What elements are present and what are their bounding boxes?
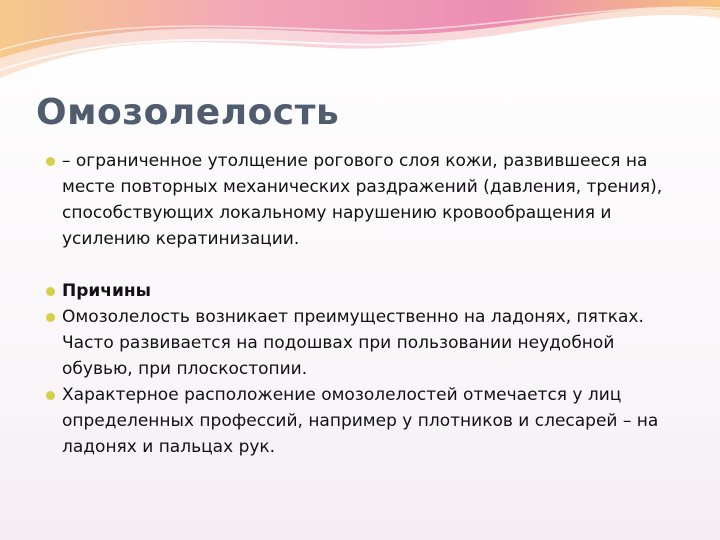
bullet-icon: [46, 313, 55, 322]
list-item: [46, 304, 686, 382]
spacer: [46, 252, 686, 278]
causes-heading: Причины: [62, 281, 152, 301]
list-item-text: Омозолелость возникает преимущественно на ладонях, пятках. Часто развивается на подошвах при пользовании неудобной обувью, при плоскостопии.: [62, 307, 644, 379]
list-item: [46, 148, 686, 252]
decorative-wave-header: [0, 0, 720, 90]
bullet-list: [46, 148, 686, 460]
bullet-icon: [46, 157, 55, 166]
bullet-icon: [46, 287, 55, 296]
list-item: [46, 382, 686, 460]
slide-title: Омозолелость: [36, 92, 340, 133]
list-item-text: Характерное расположение омозолелостей отмечается у лиц определенных профессий, например у плотников и слесарей – на ладонях и пальцах рук.: [62, 385, 659, 457]
bullet-icon: [46, 391, 55, 400]
list-item: [46, 278, 686, 304]
definition-text: – ограниченное утолщение рогового слоя кожи, развившееся на месте повторных механических раздражений (давления, трения), способствующих локальному нарушению кровообращения и усилению кератинизации.: [62, 151, 663, 249]
